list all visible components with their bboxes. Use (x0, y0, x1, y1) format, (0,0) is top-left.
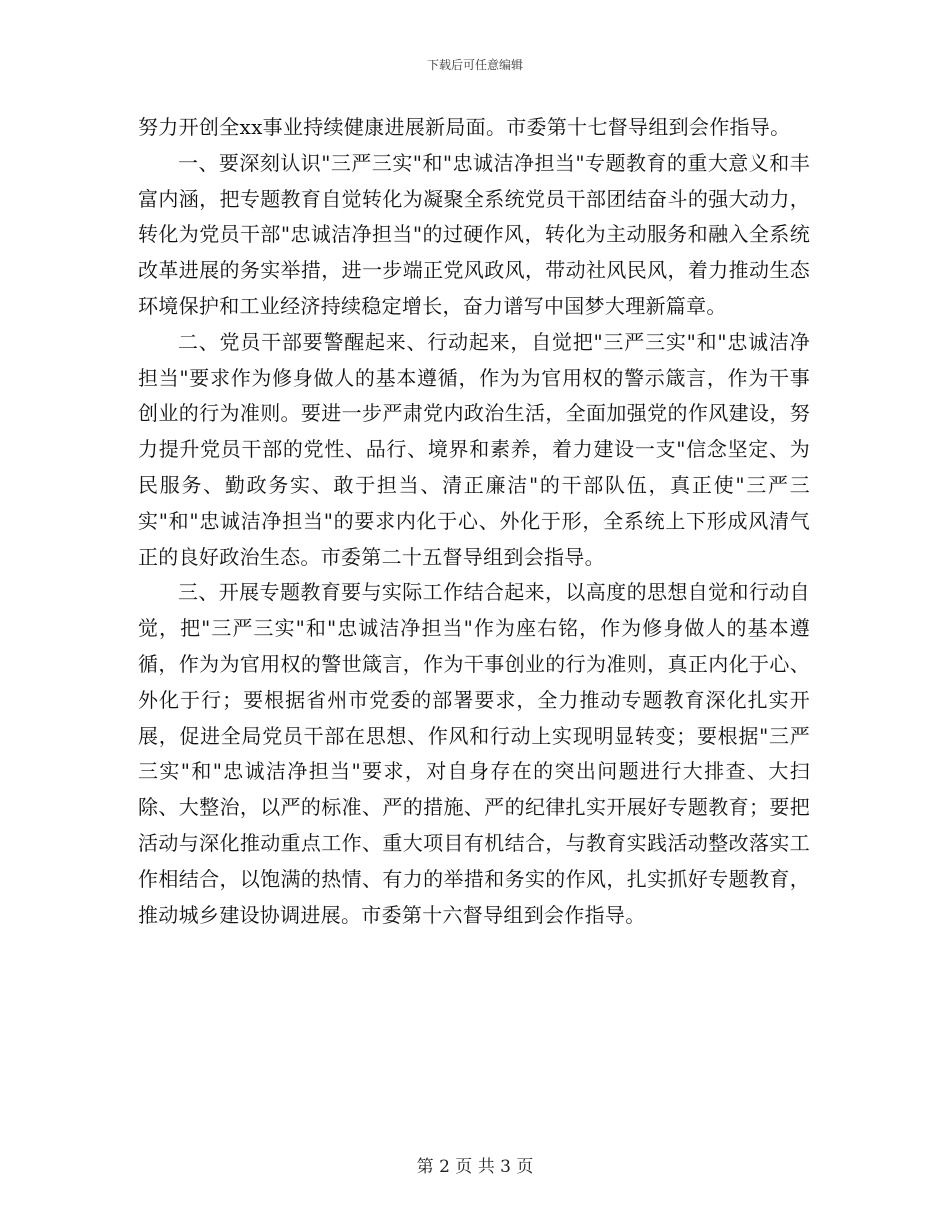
document-body (138, 110, 810, 933)
paragraph-point-three: 三、开展专题教育要与实际工作结合起来，以高度的思想自觉和行动自觉，把"三严三实"和"忠诚洁净担当"作为座右铭，作为修身做人的基本遵循，作为为官用权的警世箴言，作为干事创业的行为准则，真正内化于心、外化于行；要根据省州市党委的部署要求，全力推动专题教育深化扎实开展，促进全局党员干部在思想、作风和行动上实现明显转变；要根据"三严三实"和"忠诚洁净担当"要求，对自身存在的突出问题进行大排查、大扫除、大整治，以严的标准、严的措施、严的纪律扎实开展好专题教育；要把活动与深化推动重点工作、重大项目有机结合，与教育实践活动整改落实工作相结合，以饱满的热情、有力的举措和务实的作风，扎实抓好专题教育，推动城乡建设协调进展。市委第十六督导组到会作指导。 (138, 580, 810, 927)
paragraph-point-one: 一、要深刻认识"三严三实"和"忠诚洁净担当"专题教育的重大意义和丰富内涵，把专题教育自觉转化为凝聚全系统党员干部团结奋斗的强大动力，转化为党员干部"忠诚洁净担当"的过硬作风，转化为主动服务和融入全系统改革进展的务实举措，进一步端正党风政风，带动社风民风，着力推动生态环境保护和工业经济持续稳定增长，奋力谱写中国梦大理新篇章。 (138, 150, 810, 318)
paragraph-point-two: 二、党员干部要警醒起来、行动起来，自觉把"三严三实"和"忠诚洁净担当"要求作为修身做人的基本遵循，作为为官用权的警示箴言，作为干事创业的行为准则。要进一步严肃党内政治生活，全面加强党的作风建设，努力提升党员干部的党性、品行、境界和素养，着力建设一支"信念坚定、为民服务、勤政务实、敢于担当、清正廉洁"的干部队伍，真正使"三严三实"和"忠诚洁净担当"的要求内化于心、外化于形，全系统上下形成风清气正的良好政治生态。市委第二十五督导组到会指导。 (138, 329, 810, 569)
page-number-footer: 第 2 页 共 3 页 (416, 1157, 534, 1177)
paragraph-continuation: 努力开创全xx事业持续健康进展新局面。市委第十七督导组到会作指导。 (138, 115, 791, 139)
page-header: 下载后可任意编辑 (426, 58, 523, 72)
